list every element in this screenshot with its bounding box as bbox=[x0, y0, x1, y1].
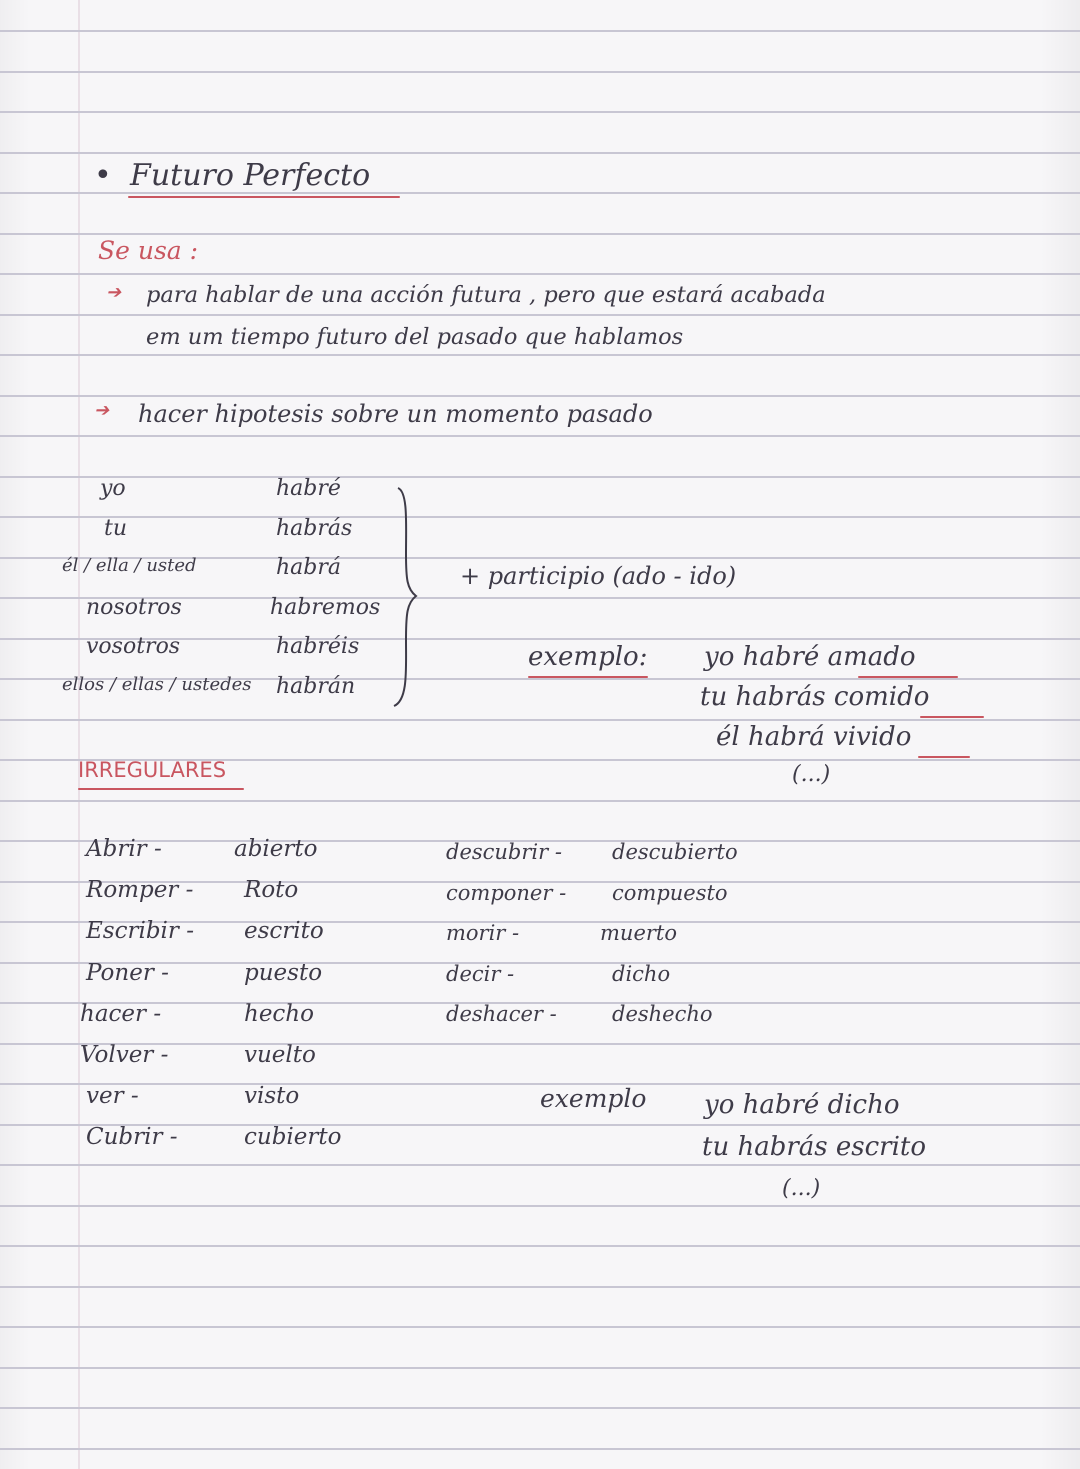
ruled-line bbox=[0, 1245, 1080, 1247]
amado-underline bbox=[858, 676, 958, 678]
irregular-verb: Abrir - bbox=[86, 836, 162, 862]
irregular-verb: descubrir - bbox=[446, 840, 562, 864]
ruled-line bbox=[0, 30, 1080, 32]
irregular-participle: escrito bbox=[244, 918, 324, 944]
irregular-example-2: tu habrás escrito bbox=[702, 1132, 927, 1162]
irregular-participle: visto bbox=[244, 1083, 300, 1109]
verb-form: habremos bbox=[270, 595, 381, 620]
uses-heading: Se usa : bbox=[98, 236, 199, 265]
irregular-verb: morir - bbox=[446, 921, 520, 945]
example-line-1: yo habré amado bbox=[704, 642, 916, 672]
pronoun: ellos / ellas / ustedes bbox=[62, 674, 252, 695]
use-1-line-1: para hablar de una acción futura , pero que estará acabada bbox=[146, 282, 826, 308]
use-1-line-2: em um tiempo futuro del pasado que hablamos bbox=[146, 324, 684, 350]
verb-form: habrán bbox=[276, 674, 356, 699]
irregular-participle: hecho bbox=[244, 1001, 314, 1027]
pronoun: nosotros bbox=[86, 595, 182, 620]
ruled-line bbox=[0, 476, 1080, 478]
pronoun: yo bbox=[100, 476, 126, 501]
ruled-line bbox=[0, 273, 1080, 275]
example-label: exemplo: bbox=[528, 642, 648, 672]
participle-note: + participio (ado - ido) bbox=[460, 562, 737, 590]
example-label-underline bbox=[528, 676, 648, 678]
irregular-participle: abierto bbox=[234, 836, 318, 862]
verb-form: habrás bbox=[276, 516, 353, 541]
irregular-verb: Escribir - bbox=[86, 918, 194, 944]
ruled-line bbox=[0, 111, 1080, 113]
example-line-3: él habrá vivido bbox=[716, 722, 912, 752]
irregular-participle: compuesto bbox=[612, 881, 728, 905]
irregular-participle: deshecho bbox=[612, 1002, 713, 1026]
pronoun: vosotros bbox=[86, 634, 181, 659]
vivido-underline bbox=[918, 756, 970, 758]
irregular-example-ellipsis: (...) bbox=[782, 1176, 821, 1201]
margin-line bbox=[78, 0, 80, 1469]
ruled-line bbox=[0, 395, 1080, 397]
irregular-participle: puesto bbox=[244, 960, 323, 986]
ruled-line bbox=[0, 1448, 1080, 1450]
ruled-line bbox=[0, 1407, 1080, 1409]
verb-form: habré bbox=[276, 476, 341, 501]
arrow-icon: ➔ bbox=[94, 400, 110, 421]
ruled-line bbox=[0, 1286, 1080, 1288]
irregular-verb: Volver - bbox=[80, 1042, 169, 1068]
irregular-verb: decir - bbox=[446, 962, 515, 986]
use-2-line-1: hacer hipotesis sobre un momento pasado bbox=[138, 400, 653, 428]
ruled-line bbox=[0, 1164, 1080, 1166]
ruled-line bbox=[0, 516, 1080, 518]
irregular-participle: muerto bbox=[600, 921, 677, 945]
irregular-participle: vuelto bbox=[244, 1042, 316, 1068]
irregulares-underline bbox=[78, 788, 244, 790]
ruled-line bbox=[0, 1367, 1080, 1369]
irregular-verb: ver - bbox=[86, 1083, 139, 1109]
ruled-line bbox=[0, 233, 1080, 235]
verb-form: habrá bbox=[276, 555, 342, 580]
irregular-verb: componer - bbox=[446, 881, 567, 905]
ruled-line bbox=[0, 435, 1080, 437]
irregular-verb: Romper - bbox=[86, 877, 194, 903]
page-title: Futuro Perfecto bbox=[130, 158, 371, 193]
title-underline bbox=[128, 196, 400, 198]
ruled-line bbox=[0, 314, 1080, 316]
right-brace-icon bbox=[390, 484, 424, 710]
ruled-line bbox=[0, 354, 1080, 356]
ruled-line bbox=[0, 71, 1080, 73]
example-ellipsis: (...) bbox=[792, 762, 831, 787]
example-line-2: tu habrás comido bbox=[700, 682, 930, 712]
comido-underline bbox=[920, 716, 984, 718]
irregular-participle: Roto bbox=[244, 877, 299, 903]
title-bullet: • bbox=[94, 158, 112, 193]
irregular-participle: descubierto bbox=[612, 840, 738, 864]
pronoun: él / ella / usted bbox=[62, 555, 197, 576]
ruled-line bbox=[0, 1205, 1080, 1207]
irregular-verb: Poner - bbox=[86, 960, 169, 986]
irregular-verb: Cubrir - bbox=[86, 1124, 178, 1150]
ruled-line bbox=[0, 152, 1080, 154]
irregulares-heading: IRREGULARES bbox=[78, 758, 227, 782]
arrow-icon: ➔ bbox=[106, 282, 122, 303]
irregular-verb: deshacer - bbox=[446, 1002, 557, 1026]
ruled-line bbox=[0, 719, 1080, 721]
irregular-example-label: exemplo bbox=[540, 1084, 647, 1113]
irregular-verb: hacer - bbox=[80, 1001, 162, 1027]
irregular-participle: dicho bbox=[612, 962, 671, 986]
irregular-example-1: yo habré dicho bbox=[704, 1090, 900, 1120]
irregular-participle: cubierto bbox=[244, 1124, 342, 1150]
pronoun: tu bbox=[104, 516, 128, 541]
ruled-line bbox=[0, 1326, 1080, 1328]
verb-form: habréis bbox=[276, 634, 360, 659]
ruled-line bbox=[0, 800, 1080, 802]
